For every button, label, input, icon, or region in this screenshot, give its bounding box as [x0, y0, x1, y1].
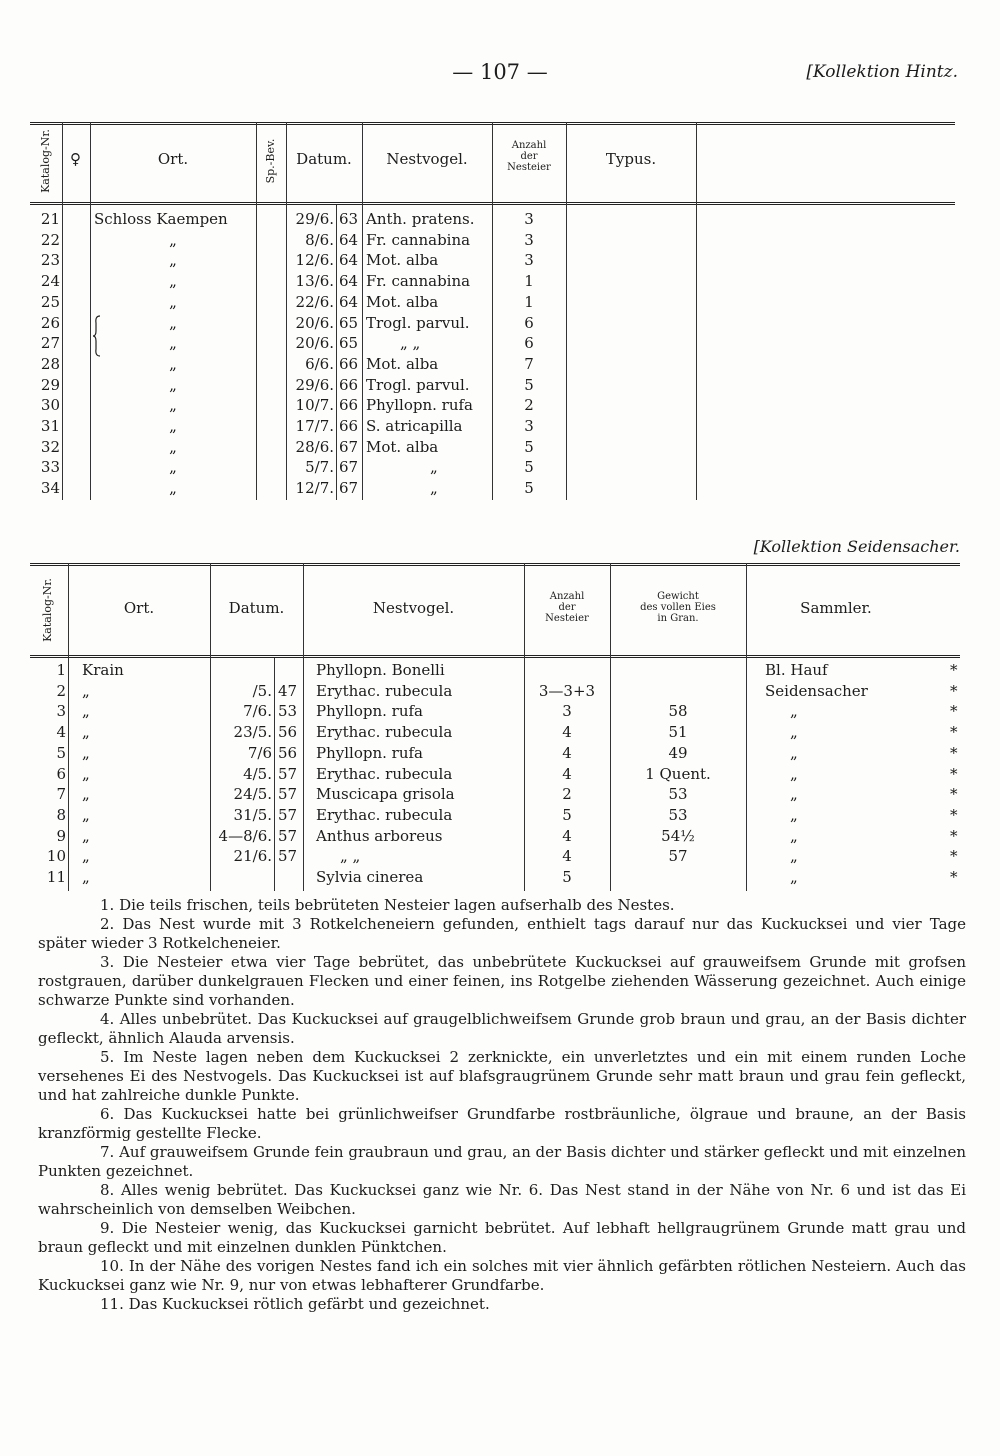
cell-datum: 29/6.: [295, 375, 334, 394]
cell-ort: „: [82, 681, 90, 700]
header-anzahl: [492, 140, 566, 173]
cell-ort: „: [82, 847, 90, 866]
cell-jahr: 66: [339, 417, 359, 435]
cell-nestvogel: Phyllopn. rufa: [316, 743, 423, 762]
cell-nr: 1: [56, 661, 66, 679]
cell-jahr: 64: [339, 251, 359, 270]
cell-nr: 28: [40, 354, 60, 373]
cell-jahr: 57: [278, 764, 298, 783]
footnote: 11. Das Kuckucksei rötlich gefärbt und gezeichnet.: [100, 1295, 490, 1313]
cell-mark: *: [950, 805, 958, 824]
cell-nr: 8: [56, 805, 66, 824]
cell-mark: *: [950, 785, 958, 804]
header-anzahl-line: der: [558, 602, 576, 613]
cell-ort: „: [82, 723, 90, 742]
cell-nestvogel: Mot. alba: [366, 251, 439, 270]
cell-nr: 22: [40, 230, 60, 249]
cell-datum: /5.: [252, 681, 272, 700]
cell-datum: 10/7.: [295, 396, 334, 415]
cell-nr: 31: [40, 417, 60, 435]
cell-jahr: 47: [278, 681, 298, 700]
cell-nr: 7: [56, 785, 66, 804]
header-nestvogel: Nestvogel.: [372, 599, 455, 617]
cell-sammler: „: [790, 785, 798, 804]
cell-nestvogel: Erythac. rubecula: [316, 681, 453, 700]
cell-jahr: 65: [339, 334, 359, 353]
cell-datum: 8/6.: [305, 230, 334, 249]
header-anzahl-line: Anzahl: [511, 140, 547, 151]
cell-nestvogel: Anthus arboreus: [316, 826, 443, 845]
cell-ort: „: [169, 272, 177, 291]
header-gewicht: [610, 591, 746, 624]
cell-sammler: „: [790, 847, 798, 866]
cell-datum: 4—8/6.: [218, 826, 272, 845]
cell-nestvogel: „: [430, 479, 438, 498]
cell-datum: 12/7.: [295, 479, 334, 498]
cell-datum: 29/6.: [295, 210, 334, 228]
cell-jahr: 56: [278, 743, 298, 762]
footnote: 8. Alles wenig bebrütet. Das Kuckucksei ganz wie Nr. 6. Das Nest stand in der Nähe von Nr. 6 und ist das Ei wahrscheinlich von demselben Weibchen.: [38, 1181, 966, 1218]
cell-nestvogel: Mot. alba: [366, 292, 439, 311]
column-divider: [274, 658, 275, 891]
cell-ort: „: [169, 334, 177, 353]
header-nestvogel: Nestvogel.: [386, 150, 468, 168]
cell-sammler: „: [790, 805, 798, 824]
cell-jahr: 57: [278, 826, 298, 845]
cell-nr: 9: [56, 826, 66, 845]
cell-ort: „: [169, 396, 177, 415]
cell-jahr: 57: [278, 785, 298, 804]
cell-anzahl: 5: [524, 479, 534, 498]
cell-datum: 20/6.: [295, 334, 334, 353]
cell-jahr: 66: [339, 375, 359, 394]
cell-anzahl: 3: [562, 702, 572, 721]
cell-anzahl: 3—3+3: [538, 681, 596, 700]
cell-mark: *: [950, 661, 958, 679]
cell-jahr: 64: [339, 272, 359, 291]
cell-mark: *: [950, 743, 958, 762]
cell-nr: 29: [40, 375, 60, 394]
cell-nestvogel: „ „: [340, 847, 361, 866]
cell-jahr: 56: [278, 723, 298, 742]
cell-anzahl: 6: [524, 334, 534, 353]
cell-anzahl: 5: [562, 805, 572, 824]
cell-jahr: 67: [339, 458, 359, 477]
cell-datum: 13/6.: [295, 272, 334, 291]
footnote: 5. Im Neste lagen neben dem Kuckucksei 2 zerknickte, ein unverletztes und ein mit einem runden Loche versehenes Ei des Nestvogels. Das Kuckucksei ist auf blafsgraugrünem Grunde sehr matt braun und grau fein gefleckt, und hat zahlreiche dunkle Punkte.: [38, 1048, 966, 1104]
header-anzahl-line: der: [520, 151, 538, 162]
cell-nr: 25: [40, 292, 60, 311]
cell-anzahl: 4: [562, 764, 572, 783]
cell-anzahl: 4: [562, 826, 572, 845]
cell-nr: 32: [40, 437, 60, 456]
footnote: 9. Die Nesteier wenig, das Kuckucksei garnicht bebrütet. Auf lebhaft hellgraugrünem Grunde matt grau und braun gefleckt und mit einzelnen dunklen Pünktchen.: [38, 1219, 966, 1256]
cell-nr: 21: [40, 210, 60, 228]
footnote: 4. Alles unbebrütet. Das Kuckucksei auf graugelblichweifsem Grunde grob braun und grau, an der Basis dichter gefleckt, ähnlich Alauda arvensis.: [38, 1010, 966, 1047]
header-datum: Datum.: [296, 150, 352, 168]
header-gewicht-line: Gewicht: [657, 591, 699, 602]
cell-datum: 5/7.: [305, 458, 334, 477]
cell-ort: „: [82, 826, 90, 845]
cell-jahr: 66: [339, 354, 359, 373]
cell-ort: „: [169, 313, 177, 332]
column-divider: [62, 122, 63, 500]
cell-nestvogel: S. atricapilla: [366, 417, 463, 435]
cell-ort: „: [82, 702, 90, 721]
cell-nestvogel: Mot. alba: [366, 354, 439, 373]
cell-nr: 2: [56, 681, 66, 700]
cell-mark: *: [950, 868, 958, 886]
cell-gewicht: 54½: [661, 826, 695, 845]
cell-anzahl: 5: [524, 437, 534, 456]
cell-jahr: 64: [339, 292, 359, 311]
cell-mark: *: [950, 702, 958, 721]
cell-ort: „: [169, 479, 177, 498]
cell-nr: 30: [40, 396, 60, 415]
header-anzahl-line: Nesteier: [545, 613, 589, 624]
cell-ort: „: [82, 764, 90, 783]
cell-jahr: 57: [278, 805, 298, 824]
header-gewicht-line: des vollen Eies: [640, 602, 716, 613]
footnote: 3. Die Nesteier etwa vier Tage bebrütet, das unbebrütete Kuckucksei auf grauweifsem Grunde mit grofsen rostgrauen, darüber dunkelgrauen Flecken und einer feinen, ins Rotgelbe ziehenden Wässerung gezeichnet. Auch einige schwarze Punkte sind vorhanden.: [38, 953, 966, 1009]
cell-gewicht: 58: [668, 702, 688, 721]
cell-anzahl: 3: [524, 230, 534, 249]
footnote: 6. Das Kuckucksei hatte bei grünlichweifser Grundfarbe rostbräunliche, ölgraue und braune, an der Basis kranzförmig gestellte Flecke.: [38, 1105, 966, 1142]
page-number: — 107 —: [452, 60, 548, 84]
cell-nr: 27: [40, 334, 60, 353]
header-katalog-nr: Katalog-Nr.: [39, 129, 52, 193]
cell-mark: *: [950, 723, 958, 742]
cell-datum: 4/5.: [243, 764, 272, 783]
cell-jahr: 63: [339, 210, 359, 228]
cell-nestvogel: Trogl. parvul.: [366, 375, 470, 394]
footnotes: [38, 896, 966, 1314]
column-divider: [696, 122, 697, 500]
cell-ort: „: [169, 292, 177, 311]
cell-jahr: 67: [339, 479, 359, 498]
cell-ort: „: [169, 375, 177, 394]
cell-anzahl: 3: [524, 210, 534, 228]
cell-mark: *: [950, 826, 958, 845]
cell-anzahl: 5: [562, 868, 572, 886]
header-anzahl-line: Anzahl: [549, 591, 585, 602]
footnote: 7. Auf grauweifsem Grunde fein graubraun und grau, an der Basis dichter und stärker gefleckt und mit einzelnen Punkten gezeichnet.: [38, 1143, 966, 1180]
cell-jahr: 67: [339, 437, 359, 456]
cell-anzahl: 3: [524, 417, 534, 435]
cell-sammler: „: [790, 826, 798, 845]
cell-jahr: 65: [339, 313, 359, 332]
cell-nestvogel: Phyllopn. rufa: [366, 396, 473, 415]
table-kollektion-seidensacher: [30, 563, 960, 891]
column-divider: [336, 205, 337, 500]
header-sex: ♀: [70, 150, 81, 168]
cell-nr: 26: [40, 313, 60, 332]
cell-mark: *: [950, 681, 958, 700]
cell-jahr: 53: [278, 702, 298, 721]
cell-nestvogel: Phyllopn. rufa: [316, 702, 423, 721]
cell-ort: „: [82, 785, 90, 804]
cell-anzahl: 6: [524, 313, 534, 332]
cell-jahr: 64: [339, 230, 359, 249]
header-anzahl: [524, 591, 610, 624]
header-katalog-nr: Katalog-Nr.: [41, 578, 54, 642]
running-head: [Kollektion Hintz.: [806, 62, 958, 82]
cell-nr: 24: [40, 272, 60, 291]
cell-datum: 17/7.: [295, 417, 334, 435]
cell-datum: 21/6.: [233, 847, 272, 866]
cell-ort: „: [169, 437, 177, 456]
cell-ort: „: [169, 230, 177, 249]
cell-nestvogel: Muscicapa grisola: [316, 785, 455, 804]
cell-jahr: 66: [339, 396, 359, 415]
cell-gewicht: 53: [668, 785, 688, 804]
cell-anzahl: 2: [562, 785, 572, 804]
cell-anzahl: 5: [524, 375, 534, 394]
cell-mark: *: [950, 764, 958, 783]
cell-sammler: Bl. Hauf: [765, 661, 828, 679]
cell-nr: 33: [40, 458, 60, 477]
table-rule-top: [30, 563, 960, 569]
cell-nestvogel: Sylvia cinerea: [316, 868, 424, 886]
cell-sammler: „: [790, 702, 798, 721]
footnote: 1. Die teils frischen, teils bebrüteten Nesteier lagen aufserhalb des Nestes.: [100, 896, 675, 914]
cell-datum: 6/6.: [305, 354, 334, 373]
cell-nestvogel: Phyllopn. Bonelli: [316, 661, 445, 679]
cell-datum: 31/5.: [233, 805, 272, 824]
header-ort: Ort.: [123, 599, 155, 617]
footnote: 2. Das Nest wurde mit 3 Rotkelcheneiern gefunden, enthielt tags darauf nur das Kuckucksei und vier Tage später wieder 3 Rotkelcheneier.: [38, 915, 966, 952]
cell-datum: 20/6.: [295, 313, 334, 332]
cell-nr: 4: [56, 723, 66, 742]
cell-nr: 23: [40, 251, 60, 270]
cell-ort: „: [169, 251, 177, 270]
header-sammler: Sammler.: [800, 599, 872, 617]
header-gewicht-line: in Gran.: [657, 613, 699, 624]
cell-mark: *: [950, 847, 958, 866]
cell-jahr: 57: [278, 847, 298, 866]
cell-nestvogel: Mot. alba: [366, 437, 439, 456]
cell-sammler: „: [790, 743, 798, 762]
cell-ort: „: [82, 743, 90, 762]
header-datum: Datum.: [228, 599, 285, 617]
cell-anzahl: 3: [524, 251, 534, 270]
column-divider: [362, 122, 363, 500]
cell-anzahl: 4: [562, 847, 572, 866]
cell-nestvogel: Erythac. rubecula: [316, 723, 453, 742]
cell-ort: „: [82, 868, 90, 886]
cell-sammler: „: [790, 868, 798, 886]
cell-datum: 22/6.: [295, 292, 334, 311]
cell-sammler: „: [790, 723, 798, 742]
column-divider: [566, 122, 567, 500]
cell-anzahl: 7: [524, 354, 534, 373]
table-kollektion-hintz: [30, 122, 955, 500]
cell-anzahl: 4: [562, 723, 572, 742]
cell-datum: 23/5.: [233, 723, 272, 742]
footnote: 10. In der Nähe des vorigen Nestes fand ich ein solches mit vier ähnlich gefärbten rötlichen Nesteiern. Auch das Kuckucksei ganz wie Nr. 9, nur von etwas lebhafterer Grundfarbe.: [38, 1257, 966, 1294]
cell-datum: 28/6.: [295, 437, 334, 456]
cell-datum: 7/6: [247, 743, 272, 762]
cell-anzahl: 2: [524, 396, 534, 415]
cell-nr: 5: [56, 743, 66, 762]
header-ort: Ort.: [157, 150, 189, 168]
cell-ort: „: [169, 458, 177, 477]
header-typus: Typus.: [605, 150, 657, 168]
cell-nestvogel: Erythac. rubecula: [316, 805, 453, 824]
cell-anzahl: 4: [562, 743, 572, 762]
cell-gewicht: 57: [668, 847, 688, 866]
cell-nr: 6: [56, 764, 66, 783]
cell-ort: „: [82, 805, 90, 824]
cell-nestvogel: Anth. pratens.: [366, 210, 475, 228]
cell-ort: „: [169, 354, 177, 373]
cell-ort: Krain: [82, 661, 124, 679]
column-divider: [256, 122, 257, 500]
cell-anzahl: 1: [524, 292, 534, 311]
cell-nestvogel: Fr. cannabina: [366, 230, 471, 249]
cell-nr: 11: [46, 868, 66, 886]
cell-sammler: „: [790, 764, 798, 783]
cell-datum: 24/5.: [233, 785, 272, 804]
section-head: [Kollektion Seidensacher.: [753, 537, 960, 556]
cell-ort: Schloss Kaempen: [94, 210, 228, 228]
cell-nr: 10: [46, 847, 66, 866]
cell-nestvogel: „ „: [400, 334, 421, 353]
cell-anzahl: 1: [524, 272, 534, 291]
cell-nr: 34: [40, 479, 60, 498]
cell-nestvogel: „: [430, 458, 438, 477]
cell-nestvogel: Erythac. rubecula: [316, 764, 453, 783]
cell-gewicht: 1 Quent.: [645, 764, 711, 783]
cell-sammler: Seidensacher: [765, 681, 868, 700]
cell-gewicht: 51: [668, 723, 688, 742]
cell-gewicht: 49: [668, 743, 688, 762]
cell-datum: 7/6.: [243, 702, 272, 721]
cell-datum: 12/6.: [295, 251, 334, 270]
header-anzahl-line: Nesteier: [507, 162, 551, 173]
cell-nr: 3: [56, 702, 66, 721]
brace-icon: [92, 315, 104, 357]
cell-nestvogel: Fr. cannabina: [366, 272, 471, 291]
header-sp-bev: Sp.-Bev.: [264, 138, 277, 184]
cell-gewicht: 53: [668, 805, 688, 824]
cell-ort: „: [169, 417, 177, 435]
cell-nestvogel: Trogl. parvul.: [366, 313, 470, 332]
cell-anzahl: 5: [524, 458, 534, 477]
